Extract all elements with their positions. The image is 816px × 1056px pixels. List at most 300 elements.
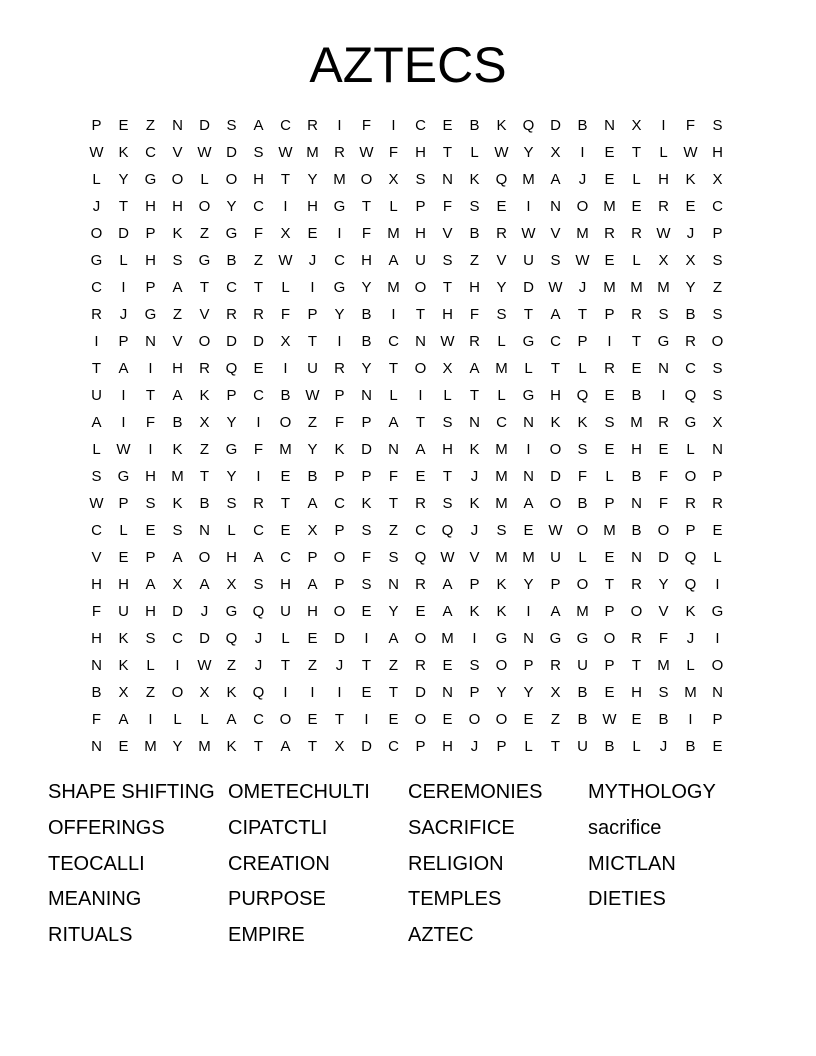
grid-letter: O bbox=[657, 522, 670, 539]
grid-letter: M bbox=[279, 441, 292, 458]
grid-letter: U bbox=[550, 549, 561, 566]
grid-letter: X bbox=[226, 576, 237, 593]
grid-letter: O bbox=[171, 171, 184, 188]
grid-letter: N bbox=[712, 684, 723, 701]
grid-letter: D bbox=[361, 738, 372, 755]
grid-letter: F bbox=[334, 414, 345, 431]
grid-letter: K bbox=[118, 630, 129, 647]
grid-letter: S bbox=[226, 117, 237, 134]
grid-letter: J bbox=[686, 225, 695, 242]
grid-letter: A bbox=[550, 171, 561, 188]
grid-letter: R bbox=[469, 333, 480, 350]
word-bank-item: MEANING bbox=[48, 888, 142, 911]
grid-letter: I bbox=[364, 630, 369, 647]
grid-letter: I bbox=[283, 684, 288, 701]
grid-letter: F bbox=[388, 144, 399, 161]
grid-letter: P bbox=[469, 684, 480, 701]
grid-row bbox=[83, 463, 733, 490]
grid-letter: K bbox=[226, 684, 237, 701]
grid-letter: G bbox=[144, 306, 157, 323]
grid-row bbox=[83, 166, 733, 193]
grid-letter: O bbox=[198, 198, 211, 215]
grid-letter: O bbox=[576, 198, 589, 215]
grid-letter: A bbox=[388, 252, 399, 269]
grid-letter: F bbox=[91, 603, 102, 620]
grid-letter: X bbox=[550, 684, 561, 701]
word-bank-item: SACRIFICE bbox=[408, 816, 515, 839]
grid-letter: R bbox=[631, 306, 642, 323]
grid-letter: U bbox=[307, 360, 318, 377]
grid-letter: V bbox=[658, 603, 669, 620]
grid-letter: G bbox=[333, 198, 346, 215]
grid-letter: X bbox=[712, 171, 723, 188]
grid-letter: N bbox=[469, 414, 480, 431]
grid-letter: W bbox=[548, 279, 563, 296]
grid-letter: T bbox=[280, 657, 291, 674]
grid-letter: S bbox=[442, 414, 453, 431]
grid-letter: P bbox=[91, 117, 102, 134]
grid-letter: J bbox=[659, 738, 668, 755]
grid-letter: M bbox=[495, 441, 508, 458]
grid-letter: M bbox=[657, 657, 670, 674]
grid-letter: H bbox=[91, 576, 102, 593]
grid-letter: L bbox=[497, 387, 506, 404]
grid-letter: T bbox=[577, 306, 588, 323]
grid-letter: S bbox=[415, 171, 426, 188]
grid-letter: E bbox=[280, 522, 291, 539]
grid-letter: I bbox=[337, 225, 342, 242]
grid-letter: Y bbox=[523, 576, 534, 593]
grid-letter: O bbox=[576, 576, 589, 593]
grid-letter: D bbox=[199, 630, 210, 647]
grid-letter: J bbox=[308, 252, 317, 269]
grid-letter: F bbox=[658, 468, 669, 485]
grid-letter: C bbox=[172, 630, 183, 647]
grid-letter: R bbox=[91, 306, 102, 323]
grid-letter: O bbox=[225, 171, 238, 188]
grid-letter: W bbox=[89, 495, 104, 512]
grid-letter: D bbox=[226, 333, 237, 350]
grid-letter: S bbox=[145, 495, 156, 512]
grid-letter: E bbox=[118, 549, 129, 566]
grid-letter: G bbox=[684, 414, 697, 431]
grid-letter: O bbox=[333, 549, 346, 566]
grid-letter: X bbox=[334, 738, 345, 755]
grid-letter: B bbox=[361, 333, 372, 350]
grid-letter: M bbox=[333, 171, 346, 188]
grid-letter: O bbox=[360, 171, 373, 188]
grid-letter: E bbox=[631, 360, 642, 377]
grid-letter: W bbox=[521, 225, 536, 242]
grid-letter: P bbox=[307, 306, 318, 323]
grid-letter: B bbox=[577, 711, 588, 728]
word-bank-item: EMPIRE bbox=[228, 924, 305, 947]
grid-letter: R bbox=[631, 630, 642, 647]
grid-letter: P bbox=[577, 333, 588, 350]
grid-letter: O bbox=[279, 711, 292, 728]
word-bank-item: RITUALS bbox=[48, 924, 133, 947]
grid-row bbox=[83, 193, 733, 220]
grid-letter: L bbox=[92, 441, 101, 458]
grid-letter: H bbox=[145, 252, 156, 269]
grid-letter: A bbox=[523, 495, 534, 512]
grid-row bbox=[83, 571, 733, 598]
grid-letter: W bbox=[197, 657, 212, 674]
grid-letter: G bbox=[225, 603, 238, 620]
grid-letter: U bbox=[118, 603, 129, 620]
grid-letter: H bbox=[469, 279, 480, 296]
word-bank-item: DIETIES bbox=[588, 888, 666, 911]
grid-letter: O bbox=[171, 684, 184, 701]
grid-letter: E bbox=[631, 198, 642, 215]
grid-letter: P bbox=[334, 522, 345, 539]
grid-letter: Q bbox=[225, 360, 238, 377]
grid-letter: T bbox=[604, 576, 615, 593]
grid-letter: T bbox=[523, 306, 534, 323]
grid-letter: Q bbox=[414, 549, 427, 566]
grid-letter: R bbox=[685, 333, 696, 350]
grid-letter: E bbox=[118, 117, 129, 134]
grid-letter: O bbox=[711, 657, 724, 674]
grid-letter: X bbox=[280, 333, 291, 350]
grid-letter: Q bbox=[441, 522, 454, 539]
grid-letter: P bbox=[604, 657, 615, 674]
grid-row bbox=[83, 625, 733, 652]
grid-letter: C bbox=[496, 414, 507, 431]
grid-letter: I bbox=[526, 441, 531, 458]
grid-letter: B bbox=[631, 468, 642, 485]
grid-letter: O bbox=[333, 603, 346, 620]
grid-letter: C bbox=[253, 711, 264, 728]
grid-letter: S bbox=[712, 252, 723, 269]
grid-letter: H bbox=[415, 144, 426, 161]
grid-letter: U bbox=[280, 603, 291, 620]
grid-letter: P bbox=[712, 468, 723, 485]
grid-letter: I bbox=[121, 279, 126, 296]
grid-letter: Q bbox=[576, 387, 589, 404]
grid-letter: N bbox=[712, 441, 723, 458]
grid-letter: Z bbox=[172, 306, 183, 323]
grid-letter: I bbox=[391, 117, 396, 134]
grid-letter: T bbox=[550, 360, 561, 377]
grid-letter: O bbox=[90, 225, 103, 242]
grid-letter: D bbox=[550, 468, 561, 485]
word-bank-item: OFFERINGS bbox=[48, 816, 165, 839]
grid-letter: W bbox=[305, 387, 320, 404]
grid-letter: S bbox=[469, 198, 480, 215]
grid-letter: J bbox=[254, 630, 263, 647]
grid-letter: L bbox=[281, 279, 290, 296]
grid-letter: H bbox=[253, 171, 264, 188]
grid-letter: C bbox=[253, 387, 264, 404]
grid-letter: H bbox=[145, 468, 156, 485]
grid-letter: B bbox=[658, 711, 669, 728]
grid-letter: C bbox=[253, 198, 264, 215]
grid-letter: F bbox=[685, 117, 696, 134]
grid-letter: P bbox=[145, 225, 156, 242]
grid-letter: S bbox=[658, 306, 669, 323]
grid-letter: P bbox=[145, 549, 156, 566]
grid-row bbox=[83, 652, 733, 679]
grid-letter: B bbox=[577, 684, 588, 701]
grid-letter: M bbox=[576, 225, 589, 242]
grid-letter: W bbox=[440, 333, 455, 350]
grid-letter: T bbox=[280, 171, 291, 188]
grid-letter: O bbox=[279, 414, 292, 431]
grid-letter: E bbox=[307, 630, 318, 647]
grid-letter: T bbox=[442, 468, 453, 485]
grid-letter: F bbox=[145, 414, 156, 431]
grid-letter: A bbox=[253, 117, 264, 134]
grid-letter: T bbox=[253, 279, 264, 296]
grid-letter: I bbox=[688, 711, 693, 728]
grid-letter: K bbox=[226, 738, 237, 755]
grid-row bbox=[83, 544, 733, 571]
grid-letter: S bbox=[442, 252, 453, 269]
grid-letter: A bbox=[172, 549, 183, 566]
grid-letter: H bbox=[118, 576, 129, 593]
grid-letter: P bbox=[307, 549, 318, 566]
grid-letter: A bbox=[226, 711, 237, 728]
word-bank-item: AZTEC bbox=[408, 924, 474, 947]
grid-letter: U bbox=[523, 252, 534, 269]
grid-letter: D bbox=[658, 549, 669, 566]
grid-letter: R bbox=[334, 360, 345, 377]
grid-letter: T bbox=[469, 387, 480, 404]
grid-letter: I bbox=[418, 387, 423, 404]
grid-letter: D bbox=[361, 441, 372, 458]
grid-letter: W bbox=[548, 522, 563, 539]
grid-letter: Y bbox=[226, 414, 237, 431]
word-bank-item: TEMPLES bbox=[408, 888, 502, 911]
grid-letter: C bbox=[415, 522, 426, 539]
grid-letter: T bbox=[361, 657, 372, 674]
grid-letter: T bbox=[307, 738, 318, 755]
grid-letter: R bbox=[226, 306, 237, 323]
grid-letter: T bbox=[388, 360, 399, 377]
grid-letter: H bbox=[442, 738, 453, 755]
grid-letter: B bbox=[577, 495, 588, 512]
grid-letter: I bbox=[526, 603, 531, 620]
word-bank-item: CIPATCTLI bbox=[228, 816, 328, 839]
grid-letter: C bbox=[334, 495, 345, 512]
grid-row bbox=[83, 517, 733, 544]
grid-letter: J bbox=[335, 657, 344, 674]
grid-letter: M bbox=[522, 171, 535, 188]
grid-letter: L bbox=[389, 198, 398, 215]
grid-letter: I bbox=[364, 711, 369, 728]
grid-letter: R bbox=[415, 576, 426, 593]
grid-letter: P bbox=[604, 495, 615, 512]
grid-letter: Y bbox=[307, 441, 318, 458]
grid-letter: W bbox=[656, 225, 671, 242]
grid-letter: K bbox=[577, 414, 588, 431]
grid-letter: I bbox=[121, 414, 126, 431]
grid-letter: T bbox=[415, 306, 426, 323]
grid-letter: L bbox=[632, 738, 641, 755]
grid-letter: P bbox=[226, 387, 237, 404]
grid-letter: Q bbox=[684, 549, 697, 566]
grid-letter: R bbox=[631, 576, 642, 593]
grid-letter: L bbox=[578, 549, 587, 566]
grid-letter: T bbox=[442, 144, 453, 161]
grid-letter: H bbox=[658, 171, 669, 188]
grid-letter: Y bbox=[685, 279, 696, 296]
grid-letter: T bbox=[91, 360, 102, 377]
grid-letter: R bbox=[253, 306, 264, 323]
grid-letter: S bbox=[442, 495, 453, 512]
grid-letter: A bbox=[307, 495, 318, 512]
word-bank-item: PURPOSE bbox=[228, 888, 326, 911]
grid-letter: C bbox=[253, 522, 264, 539]
grid-letter: R bbox=[415, 495, 426, 512]
grid-row bbox=[83, 139, 733, 166]
grid-letter: N bbox=[172, 117, 183, 134]
grid-letter: G bbox=[549, 630, 562, 647]
grid-letter: W bbox=[278, 144, 293, 161]
grid-letter: H bbox=[226, 549, 237, 566]
grid-letter: R bbox=[631, 225, 642, 242]
grid-letter: P bbox=[496, 738, 507, 755]
grid-letter: L bbox=[173, 711, 182, 728]
grid-letter: W bbox=[89, 144, 104, 161]
grid-letter: P bbox=[469, 576, 480, 593]
letter-grid bbox=[83, 112, 733, 760]
grid-letter: D bbox=[226, 144, 237, 161]
grid-letter: A bbox=[415, 441, 426, 458]
grid-letter: J bbox=[200, 603, 209, 620]
grid-letter: I bbox=[337, 333, 342, 350]
grid-letter: G bbox=[225, 441, 238, 458]
grid-letter: Z bbox=[469, 252, 480, 269]
page-title: AZTECS bbox=[309, 37, 507, 93]
grid-letter: E bbox=[523, 711, 534, 728]
grid-row bbox=[83, 436, 733, 463]
grid-letter: S bbox=[469, 657, 480, 674]
grid-letter: M bbox=[495, 468, 508, 485]
grid-letter: M bbox=[576, 603, 589, 620]
grid-letter: R bbox=[658, 198, 669, 215]
grid-letter: H bbox=[91, 630, 102, 647]
grid-letter: Y bbox=[523, 144, 534, 161]
grid-letter: S bbox=[577, 441, 588, 458]
grid-letter: F bbox=[361, 225, 372, 242]
grid-letter: C bbox=[91, 279, 102, 296]
grid-letter: F bbox=[469, 306, 480, 323]
grid-letter: B bbox=[199, 495, 210, 512]
grid-letter: L bbox=[524, 360, 533, 377]
grid-letter: N bbox=[523, 630, 534, 647]
grid-letter: O bbox=[549, 441, 562, 458]
grid-row bbox=[83, 274, 733, 301]
grid-letter: J bbox=[254, 657, 263, 674]
grid-letter: F bbox=[253, 225, 264, 242]
grid-letter: L bbox=[686, 441, 695, 458]
grid-letter: L bbox=[659, 144, 668, 161]
grid-letter: B bbox=[361, 306, 372, 323]
grid-letter: N bbox=[658, 360, 669, 377]
grid-letter: C bbox=[280, 117, 291, 134]
grid-letter: M bbox=[495, 360, 508, 377]
grid-letter: B bbox=[307, 468, 318, 485]
grid-letter: M bbox=[441, 630, 454, 647]
grid-letter: D bbox=[118, 225, 129, 242]
grid-letter: S bbox=[712, 117, 723, 134]
grid-letter: N bbox=[631, 549, 642, 566]
grid-letter: N bbox=[604, 117, 615, 134]
grid-letter: S bbox=[388, 549, 399, 566]
grid-letter: M bbox=[684, 684, 697, 701]
grid-letter: K bbox=[550, 414, 561, 431]
grid-letter: K bbox=[469, 603, 480, 620]
grid-letter: R bbox=[307, 117, 318, 134]
grid-letter: X bbox=[280, 225, 291, 242]
grid-letter: A bbox=[199, 576, 210, 593]
grid-letter: F bbox=[361, 117, 372, 134]
grid-letter: E bbox=[658, 441, 669, 458]
grid-letter: F bbox=[577, 468, 588, 485]
grid-letter: T bbox=[199, 468, 210, 485]
grid-letter: I bbox=[283, 198, 288, 215]
grid-letter: Z bbox=[712, 279, 723, 296]
grid-letter: T bbox=[415, 414, 426, 431]
grid-letter: K bbox=[496, 117, 507, 134]
grid-letter: I bbox=[472, 630, 477, 647]
grid-letter: O bbox=[711, 333, 724, 350]
grid-letter: P bbox=[550, 576, 561, 593]
grid-letter: N bbox=[91, 738, 102, 755]
grid-letter: J bbox=[92, 198, 101, 215]
grid-letter: T bbox=[388, 495, 399, 512]
grid-letter: W bbox=[359, 144, 374, 161]
grid-letter: X bbox=[388, 171, 399, 188]
grid-letter: Y bbox=[307, 171, 318, 188]
grid-letter: I bbox=[283, 360, 288, 377]
grid-letter: N bbox=[550, 198, 561, 215]
grid-letter: T bbox=[388, 684, 399, 701]
word-bank-item: RELIGION bbox=[408, 852, 504, 875]
grid-letter: L bbox=[200, 711, 209, 728]
grid-letter: G bbox=[495, 630, 508, 647]
grid-letter: I bbox=[310, 684, 315, 701]
grid-letter: A bbox=[280, 738, 291, 755]
grid-letter: S bbox=[253, 576, 264, 593]
grid-letter: R bbox=[712, 495, 723, 512]
grid-letter: Q bbox=[252, 603, 265, 620]
grid-letter: A bbox=[145, 576, 156, 593]
grid-letter: T bbox=[307, 333, 318, 350]
grid-letter: E bbox=[307, 711, 318, 728]
grid-letter: J bbox=[578, 279, 587, 296]
grid-letter: S bbox=[145, 630, 156, 647]
grid-letter: P bbox=[415, 198, 426, 215]
grid-letter: L bbox=[686, 657, 695, 674]
grid-letter: P bbox=[334, 468, 345, 485]
grid-letter: X bbox=[658, 252, 669, 269]
grid-letter: H bbox=[145, 198, 156, 215]
grid-letter: S bbox=[226, 495, 237, 512]
grid-letter: E bbox=[442, 711, 453, 728]
grid-letter: N bbox=[388, 441, 399, 458]
grid-letter: T bbox=[280, 495, 291, 512]
grid-letter: Y bbox=[658, 576, 669, 593]
grid-letter: X bbox=[118, 684, 129, 701]
grid-letter: I bbox=[526, 198, 531, 215]
grid-letter: W bbox=[116, 441, 131, 458]
grid-letter: K bbox=[118, 144, 129, 161]
grid-row bbox=[83, 301, 733, 328]
grid-letter: P bbox=[145, 279, 156, 296]
